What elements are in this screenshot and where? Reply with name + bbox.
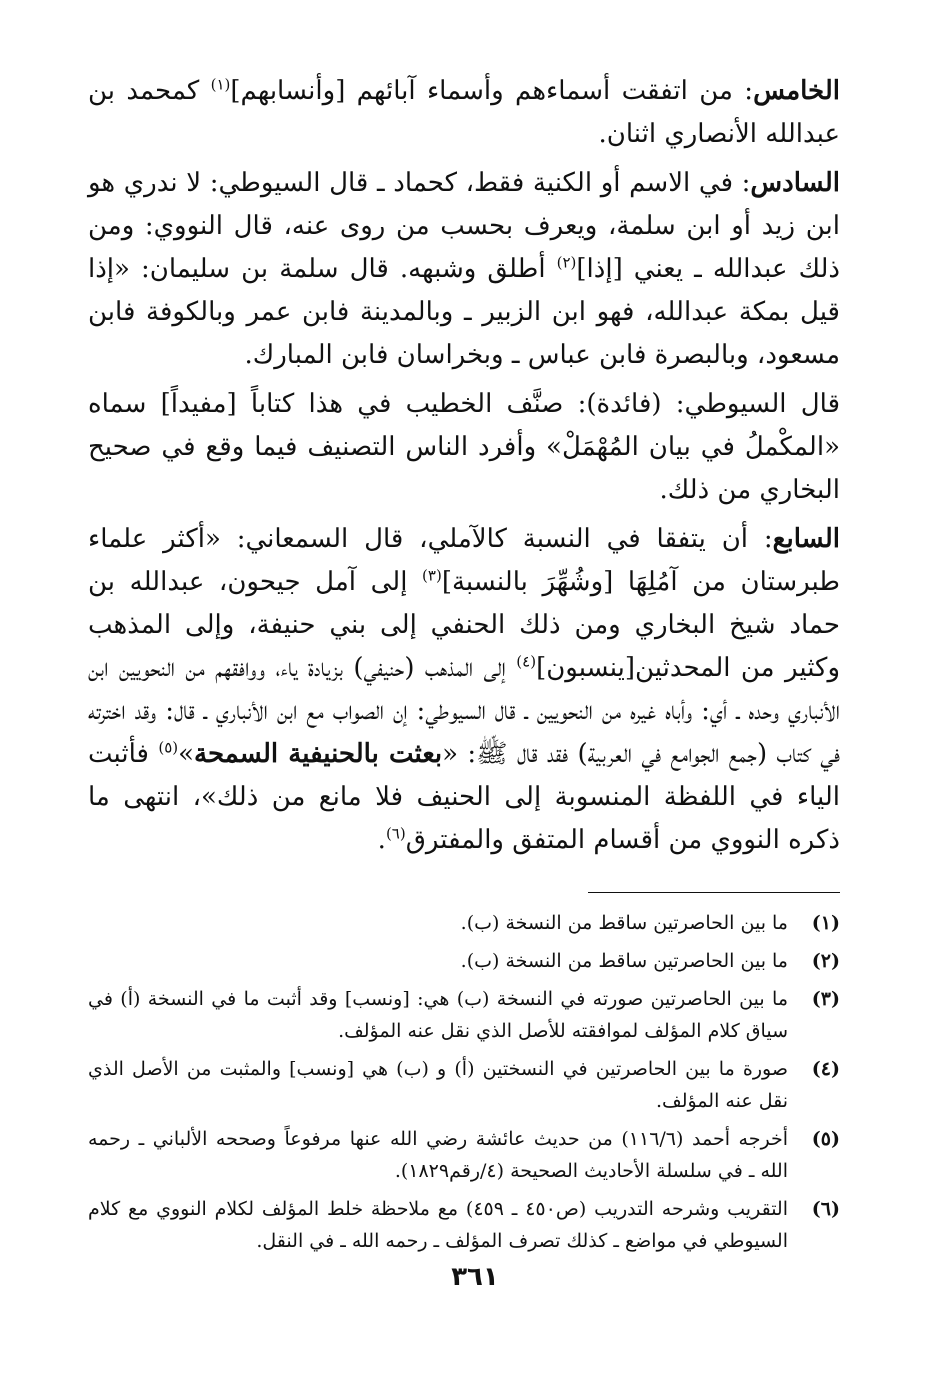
paragraph-text: : أن يتفقا في النسبة كالآملي، قال السمعاني: «أكثر علماء طبرستان من آمُلِهَا [وشُهِّرَ بالنسبة] xyxy=(88,524,841,597)
footnote-number: (٤) xyxy=(811,1058,840,1080)
footnote-text: ما بين الحاصرتين ساقط من النسخة (ب). xyxy=(460,912,788,934)
footnote-separator xyxy=(588,892,840,893)
footnotes xyxy=(88,907,840,1257)
footnote-number: (٦) xyxy=(811,1198,840,1220)
footnote-ref-2[interactable]: (٢) xyxy=(556,253,577,272)
paragraph-fifth xyxy=(88,70,840,156)
footnote-text: صورة ما بين الحاصرتين في النسختين (أ) و (ب) هي [ونسب] والمثبت من الأصل الذي نقل عنه المؤلف. xyxy=(88,1058,788,1112)
hadith-quote: بعثت بالحنيفية السمحة xyxy=(194,739,443,769)
footnote-item xyxy=(88,945,840,977)
footnote-item xyxy=(88,1193,840,1257)
footnote-item xyxy=(88,1123,840,1187)
footnote-item xyxy=(88,907,840,939)
paragraph-text: . xyxy=(377,825,386,855)
footnote-ref-1[interactable]: (١) xyxy=(210,75,231,94)
paragraph-text: إلى المذهب (حنيفي) بزيادة ياء، ووافقهم من النحويين ابن الأنباري وحده ـ أي: وأباه غيره من النحويين ـ قال السيوطي: إن الصواب مع ابن الأنباري ـ قال: وقد اخترته في كتاب (جمع الجوامع في العربية) فقد قال ﷺ: « xyxy=(88,653,840,769)
book-page xyxy=(88,70,840,1263)
footnote-text: أخرجه أحمد (١١٦/٦) من حديث عائشة رضي الله عنها مرفوعاً وصححه الألباني ـ رحمه الله ـ في سلسلة الأحاديث الصحيحة (٤/رقم١٨٢٩). xyxy=(88,1128,788,1182)
footnote-text: ما بين الحاصرتين ساقط من النسخة (ب). xyxy=(460,950,788,972)
footnote-ref-5[interactable]: (٥) xyxy=(158,738,179,757)
footnote-number: (٣) xyxy=(811,988,840,1010)
section-heading-seventh: السابع xyxy=(772,524,840,554)
paragraph-text: فأثبت الياء في اللفظة المنسوبة إلى الحنيف فلا مانع من ذلك»، انتهى ما ذكره النووي من أقسام المتفق والمفترق xyxy=(88,739,840,855)
paragraph-text: قال السيوطي: (فائدة): صنَّف الخطيب في هذا كتاباً [مفيداً] سماه «المكْملُ في بيان المُهْمَلْ» وأفرد الناس التصنيف فيما وقع في صحيح البخاري من ذلك. xyxy=(88,389,840,505)
footnote-ref-4[interactable]: (٤) xyxy=(516,652,537,671)
footnote-text: ما بين الحاصرتين صورته في النسخة (ب) هي: [ونسب] وقد أثبت ما في النسخة (أ) في سياق كلام المؤلف لموافقته للأصل الذي نقل عنه المؤلف. xyxy=(88,988,788,1042)
paragraph-text: : في الاسم أو الكنية فقط، كحماد ـ قال السيوطي: لا ندري هو ابن زيد أو ابن سلمة، ويعرف بحسب من روى عنه، قال النووي: ومن ذلك عبدالله ـ يعني [إذا] xyxy=(88,168,840,284)
section-heading-fifth: الخامس xyxy=(753,76,840,106)
paragraph-note xyxy=(88,383,840,512)
paragraph-text: » xyxy=(178,739,195,769)
paragraph-text: إلى آمل جيحون، عبدالله بن حماد شيخ البخاري ومن ذلك الحنفي إلى بني حنيفة، وإلى المذهب وكثير من المحدثين[ينسبون] xyxy=(88,567,840,683)
footnote-item xyxy=(88,983,840,1047)
footnote-number: (٥) xyxy=(811,1128,840,1150)
paragraph-sixth xyxy=(88,162,840,377)
footnote-ref-3[interactable]: (٣) xyxy=(422,566,442,585)
footnote-item xyxy=(88,1053,840,1117)
footnote-number: (١) xyxy=(811,912,840,934)
page-number: ٣٦١ xyxy=(451,1262,499,1292)
paragraph-text: : من اتفقت أسماءهم وأسماء آبائهم [وأنسابهم] xyxy=(230,76,754,106)
footnote-ref-6[interactable]: (٦) xyxy=(385,824,406,843)
paragraph-text: كمحمد بن عبدالله الأنصاري اثنان. xyxy=(88,76,840,149)
footnote-text: التقريب وشرحه التدريب (ص٤٥٠ ـ ٤٥٩) مع ملاحظة خلط المؤلف لكلام النووي مع كلام السيوطي في مواضع ـ كذلك تصرف المؤلف ـ رحمه الله ـ في النقل. xyxy=(88,1198,788,1252)
footnote-number: (٢) xyxy=(811,950,840,972)
paragraph-text: أطلق وشبهه. قال سلمة بن سليمان: «إذا قيل بمكة عبدالله، فهو ابن الزبير ـ وبالمدينة فابن عمر وبالكوفة فابن مسعود، وبالبصرة فابن عباس ـ وبخراسان فابن المبارك. xyxy=(88,254,840,370)
section-heading-sixth: السادس xyxy=(750,168,840,198)
paragraph-seventh xyxy=(88,518,840,862)
